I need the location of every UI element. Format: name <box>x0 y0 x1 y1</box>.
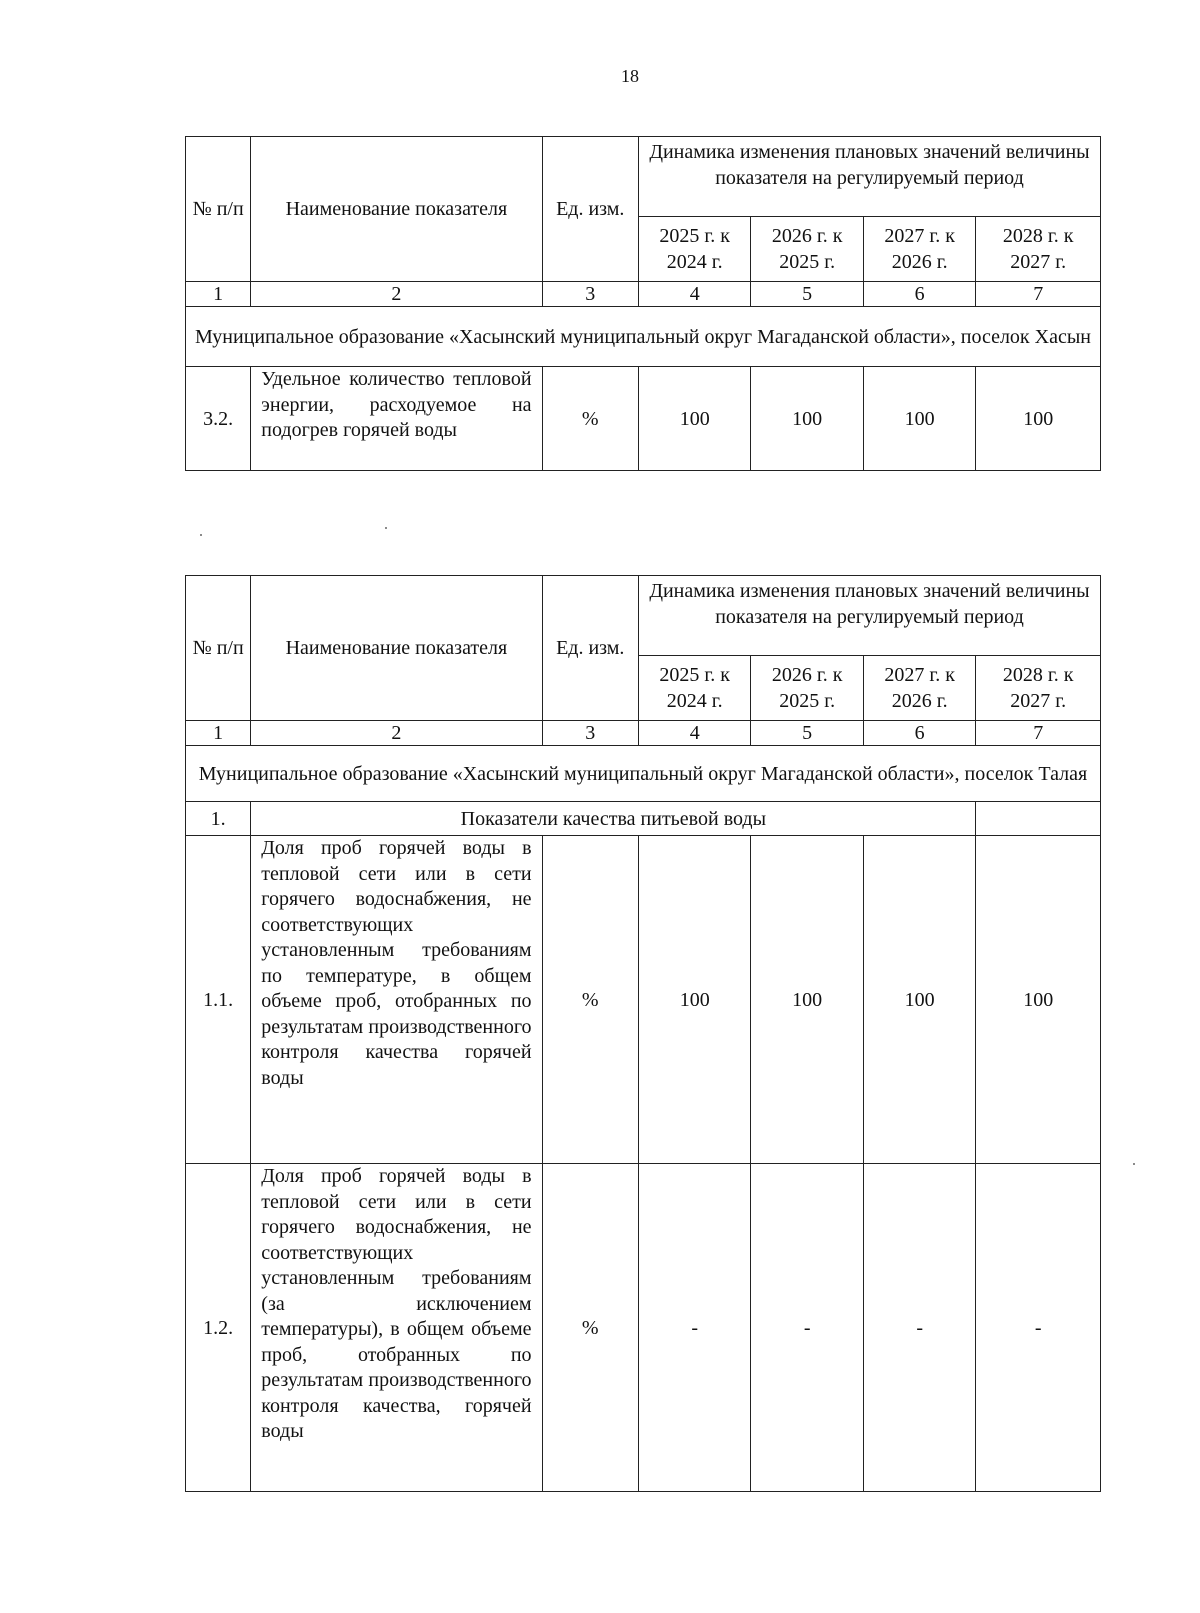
header-num: № п/п <box>186 137 251 282</box>
row-value: 100 <box>751 836 863 1164</box>
row-value: 100 <box>638 367 750 471</box>
group-empty-cell <box>976 802 1101 836</box>
row-value: 100 <box>863 836 975 1164</box>
col-number: 3 <box>542 721 638 746</box>
table-row <box>186 1164 1101 1492</box>
col-number: 4 <box>638 721 750 746</box>
header-name: Наименование показателя <box>251 576 542 721</box>
scan-speck <box>200 534 202 536</box>
row-value: 100 <box>976 836 1101 1164</box>
scan-speck <box>1133 1163 1135 1165</box>
row-name: Доля проб горячей воды в тепловой сети или в сети горячего водоснабжения, не соответствующих установленным требованиям (за исключением температуры), в общем объеме проб, отобранных по результатам производственного контроля качества, горячей воды <box>251 1164 542 1492</box>
header-dynamics: Динамика изменения плановых значений величины показателя на регулируемый период <box>638 137 1100 217</box>
indicators-table-khasyn <box>185 136 1101 471</box>
col-number: 1 <box>186 721 251 746</box>
header-year: 2026 г. к 2025 г. <box>751 217 863 282</box>
group-title: Показатели качества питьевой воды <box>251 802 976 836</box>
row-name: Удельное количество тепловой энергии, расходуемое на подогрев горячей воды <box>251 367 542 471</box>
col-number: 5 <box>751 721 863 746</box>
row-value: - <box>863 1164 975 1492</box>
header-year: 2027 г. к 2026 г. <box>863 217 975 282</box>
row-value: 100 <box>863 367 975 471</box>
row-value: 100 <box>976 367 1101 471</box>
row-value: - <box>751 1164 863 1492</box>
col-number: 6 <box>863 721 975 746</box>
indicators-table-talaya <box>185 575 1101 1492</box>
scan-speck <box>385 527 387 529</box>
row-unit: % <box>542 836 638 1164</box>
row-unit: % <box>542 367 638 471</box>
header-name: Наименование показателя <box>251 137 542 282</box>
row-value: - <box>638 1164 750 1492</box>
header-unit: Ед. изм. <box>542 576 638 721</box>
header-year: 2027 г. к 2026 г. <box>863 656 975 721</box>
col-number: 1 <box>186 282 251 307</box>
col-number: 3 <box>542 282 638 307</box>
table-row <box>186 836 1101 1164</box>
header-unit: Ед. изм. <box>542 137 638 282</box>
header-year: 2025 г. к 2024 г. <box>638 217 750 282</box>
col-number: 7 <box>976 721 1101 746</box>
col-number: 2 <box>251 282 542 307</box>
section-title: Муниципальное образование «Хасынский муниципальный округ Магаданской области», поселок Хасын <box>186 307 1101 367</box>
row-num: 1.1. <box>186 836 251 1164</box>
header-year: 2025 г. к 2024 г. <box>638 656 750 721</box>
row-value: 100 <box>638 836 750 1164</box>
section-title: Муниципальное образование «Хасынский муниципальный округ Магаданской области», поселок Талая <box>186 746 1101 802</box>
col-number: 6 <box>863 282 975 307</box>
col-number: 7 <box>976 282 1101 307</box>
row-value: 100 <box>751 367 863 471</box>
header-year: 2026 г. к 2025 г. <box>751 656 863 721</box>
header-year: 2028 г. к 2027 г. <box>976 656 1101 721</box>
row-num: 3.2. <box>186 367 251 471</box>
group-num: 1. <box>186 802 251 836</box>
page-number: 18 <box>621 66 639 86</box>
row-name: Доля проб горячей воды в тепловой сети или в сети горячего водоснабжения, не соответствующих установленным требованиям по температуре, в общем объеме проб, отобранных по результатам производственного контроля качества горячей воды <box>251 836 542 1164</box>
col-number: 2 <box>251 721 542 746</box>
header-year: 2028 г. к 2027 г. <box>976 217 1101 282</box>
table-row <box>186 367 1101 471</box>
row-value: - <box>976 1164 1101 1492</box>
row-unit: % <box>542 1164 638 1492</box>
row-num: 1.2. <box>186 1164 251 1492</box>
col-number: 4 <box>638 282 750 307</box>
header-num: № п/п <box>186 576 251 721</box>
col-number: 5 <box>751 282 863 307</box>
header-dynamics: Динамика изменения плановых значений величины показателя на регулируемый период <box>638 576 1100 656</box>
